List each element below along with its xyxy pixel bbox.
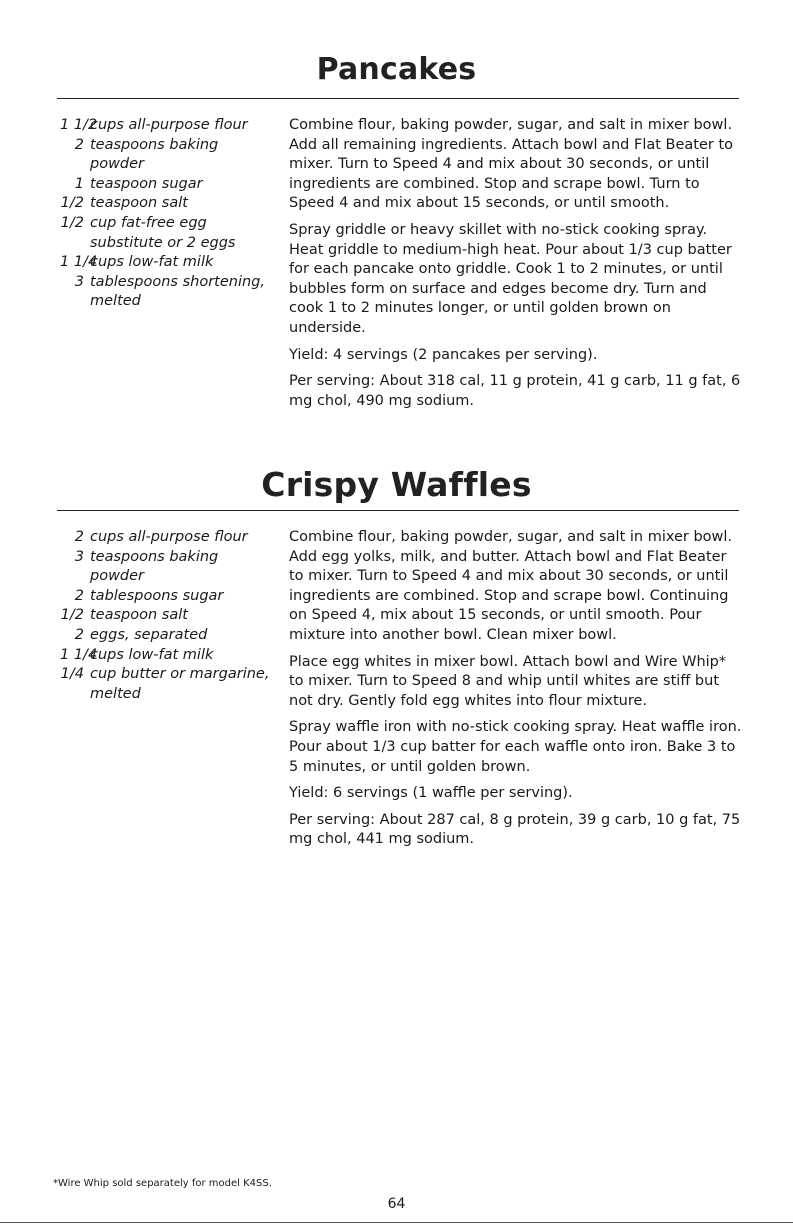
ingredient-text: cup fat-free egg substitute or 2 eggs xyxy=(90,214,236,251)
ingredient-item xyxy=(60,548,275,587)
ingredient-list-waffles xyxy=(60,528,275,704)
method-paragraph: Combine flour, baking powder, sugar, and salt in mixer bowl. Add all remaining ingredients. Attach bowl and Flat Beater to mixer. Turn to Speed 4 and mix about 30 seconds, or until ingredients are combined. Stop and scrape bowl. Turn to Speed 4 and mix about 15 seconds, or until smooth. xyxy=(289,117,734,212)
ingredient-quantity: 2 xyxy=(74,529,84,545)
ingredient-item xyxy=(60,273,275,312)
ingredient-item xyxy=(60,253,275,273)
recipe-title-pancakes: Pancakes xyxy=(316,52,477,87)
ingredient-quantity: 1 1/2 xyxy=(60,117,98,133)
method-paragraph: Spray griddle or heavy skillet with no-stick cooking spray. Heat griddle to medium-high heat. Pour about 1/3 cup batter for each pancake onto griddle. Cook 1 to 2 minutes, or until bubbles form on surface and edges become dry. Turn and cook 1 to 2 minutes longer, or until golden brown on underside. xyxy=(289,221,732,336)
ingredient-text: eggs, separated xyxy=(90,626,208,643)
section-divider xyxy=(57,510,739,511)
ingredient-item xyxy=(60,116,275,136)
ingredient-item xyxy=(60,136,275,175)
ingredient-item xyxy=(60,214,275,253)
ingredient-quantity: 2 xyxy=(74,136,84,153)
ingredient-text: tablespoons sugar xyxy=(90,587,224,604)
ingredient-text: teaspoons baking powder xyxy=(90,136,219,173)
ingredient-text: cup butter or margarine, melted xyxy=(90,666,270,702)
ingredient-quantity: 1 1/4 xyxy=(60,646,98,663)
ingredient-quantity: 1 xyxy=(74,175,84,192)
footnote: *Wire Whip sold separately for model K4SS. xyxy=(53,1178,272,1189)
ingredient-list-pancakes xyxy=(60,116,275,312)
page-bottom-border xyxy=(0,1222,793,1223)
yield-text: Yield: 4 servings (2 pancakes per serving). xyxy=(289,346,598,363)
ingredient-text: cups all-purpose flour xyxy=(90,117,248,133)
ingredient-item xyxy=(60,528,275,548)
method-paragraph: Spray waffle iron with no-stick cooking spray. Heat waffle iron. Pour about 1/3 cup batter for each waffle onto iron. Bake 3 to 5 minutes, or until golden brown. xyxy=(289,719,742,775)
ingredient-item xyxy=(60,194,275,214)
nutrition-text: Per serving: About 318 cal, 11 g protein, 41 g carb, 11 g fat, 6 mg chol, 490 mg sodium. xyxy=(289,373,741,409)
ingredient-item xyxy=(60,606,275,626)
method-paragraph: Combine flour, baking powder, sugar, and salt in mixer bowl. Add egg yolks, milk, and butter. Attach bowl and Flat Beater to mixer. Turn to Speed 4 and mix about 30 seconds, or until ingredients are combined. Stop and scrape bowl. Continuing on Speed 4, mix about 15 seconds, or until smooth. Pour mixture into another bowl. Clean mixer bowl. xyxy=(289,529,733,643)
ingredient-item xyxy=(60,626,275,646)
page-number: 64 xyxy=(387,1196,406,1212)
ingredient-quantity: 3 xyxy=(74,273,84,290)
ingredient-quantity: 1/2 xyxy=(60,607,84,624)
ingredient-text: teaspoon salt xyxy=(90,195,188,212)
ingredient-quantity: 1/2 xyxy=(60,214,84,231)
ingredient-quantity: 3 xyxy=(74,548,84,565)
ingredient-text: tablespoons shortening, melted xyxy=(90,273,265,310)
ingredient-quantity: 1 1/4 xyxy=(60,254,98,271)
ingredient-item xyxy=(60,665,275,704)
ingredient-quantity: 1/2 xyxy=(60,195,84,212)
section-divider xyxy=(57,98,739,99)
ingredient-quantity: 2 xyxy=(74,626,84,643)
ingredient-text: cups low-fat milk xyxy=(90,254,214,271)
nutrition-text: Per serving: About 287 cal, 8 g protein, 39 g carb, 10 g fat, 75 mg chol, 441 mg sodium. xyxy=(289,811,741,848)
ingredient-text: teaspoon salt xyxy=(90,607,188,624)
yield-text: Yield: 6 servings (1 waffle per serving). xyxy=(289,785,573,802)
ingredient-quantity: 1/4 xyxy=(60,666,84,683)
method-waffles xyxy=(289,528,744,857)
ingredient-quantity: 2 xyxy=(74,587,84,604)
ingredient-text: cups all-purpose flour xyxy=(90,529,248,545)
ingredient-text: teaspoons baking powder xyxy=(90,548,219,585)
recipe-title-waffles: Crispy Waffles xyxy=(261,465,532,504)
ingredient-item xyxy=(60,587,275,607)
ingredient-text: teaspoon sugar xyxy=(90,175,203,192)
ingredient-item xyxy=(60,646,275,666)
ingredient-item xyxy=(60,175,275,195)
ingredient-text: cups low-fat milk xyxy=(90,646,214,663)
method-paragraph: Place egg whites in mixer bowl. Attach bowl and Wire Whip* to mixer. Turn to Speed 8 and whip until whites are stiff but not dry. Gently fold egg whites into flour mixture. xyxy=(289,653,727,709)
method-pancakes xyxy=(289,116,744,418)
